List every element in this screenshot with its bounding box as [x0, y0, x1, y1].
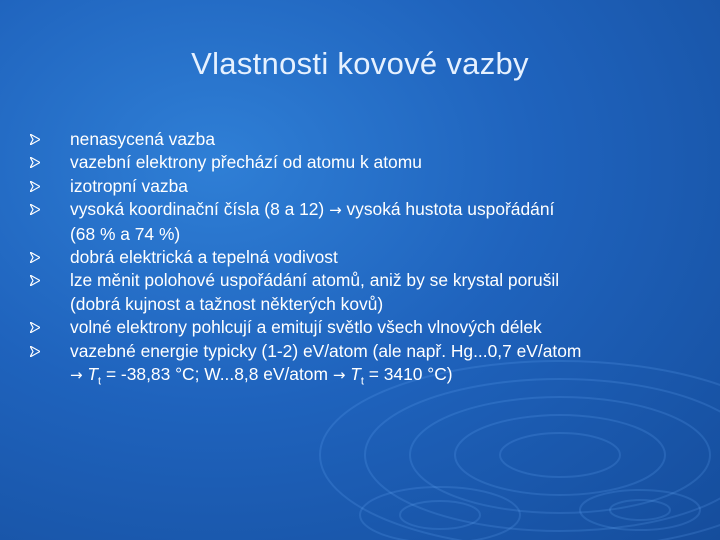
- bullet-text: lze měnit polohové uspořádání atomů, aniž by se krystal porušil: [70, 270, 560, 291]
- temperature-symbol: T: [350, 364, 361, 385]
- bullet-text: vysoká hustota uspořádání: [341, 199, 555, 220]
- bullet-text: vysoká koordinační čísla (8 a 12): [70, 199, 330, 220]
- bullet-text: vazebné energie typicky (1-2) eV/atom (ale např. Hg...0,7 eV/atom: [70, 340, 582, 361]
- bullet-item: [30, 128, 710, 151]
- arrowhead-bullet-icon: [30, 134, 40, 145]
- bullet-item: [30, 340, 710, 388]
- bullet-item: [30, 316, 710, 339]
- bullet-text: nenasycená vazba: [70, 129, 216, 149]
- arrowhead-bullet-icon: [30, 346, 40, 357]
- melting-point-hg: = -38,83 °C; W...8,8 eV/atom: [101, 364, 333, 385]
- right-arrow-icon: →: [70, 366, 83, 385]
- arrowhead-bullet-icon: [30, 157, 40, 168]
- temperature-subscript: t: [98, 375, 102, 388]
- arrowhead-bullet-icon: [30, 275, 40, 286]
- bullet-list: [30, 128, 710, 387]
- bullet-text: izotropní vazba: [70, 175, 188, 196]
- arrowhead-bullet-icon: [30, 181, 40, 192]
- right-arrow-icon: →: [329, 201, 342, 220]
- bullet-text: volné elektrony pohlcují a emitují světlo všech vlnových délek: [70, 317, 542, 338]
- bullet-text: dobrá elektrická a tepelná vodivost: [70, 247, 338, 268]
- bullet-item: [30, 175, 710, 198]
- bullet-text: vazební elektrony přechází od atomu k atomu: [70, 152, 422, 173]
- arrowhead-bullet-icon: [30, 252, 40, 263]
- slide-title: Vlastnosti kovové vazby: [191, 46, 529, 81]
- arrowhead-bullet-icon: [30, 322, 40, 333]
- arrowhead-bullet-icon: [30, 204, 40, 215]
- temperature-subscript: t: [360, 375, 364, 388]
- bullet-item: [30, 246, 710, 269]
- melting-point-w: = 3410 °C): [363, 364, 453, 385]
- bullet-item: [30, 198, 710, 246]
- temperature-symbol: T: [87, 364, 99, 385]
- bullet-item: [30, 269, 710, 316]
- right-arrow-icon: →: [332, 366, 346, 385]
- bullet-text-continuation: (dobrá kujnost a tažnost některých kovů): [70, 293, 384, 314]
- bullet-item: [30, 151, 710, 174]
- bullet-text-continuation: (68 % a 74 %): [70, 223, 181, 244]
